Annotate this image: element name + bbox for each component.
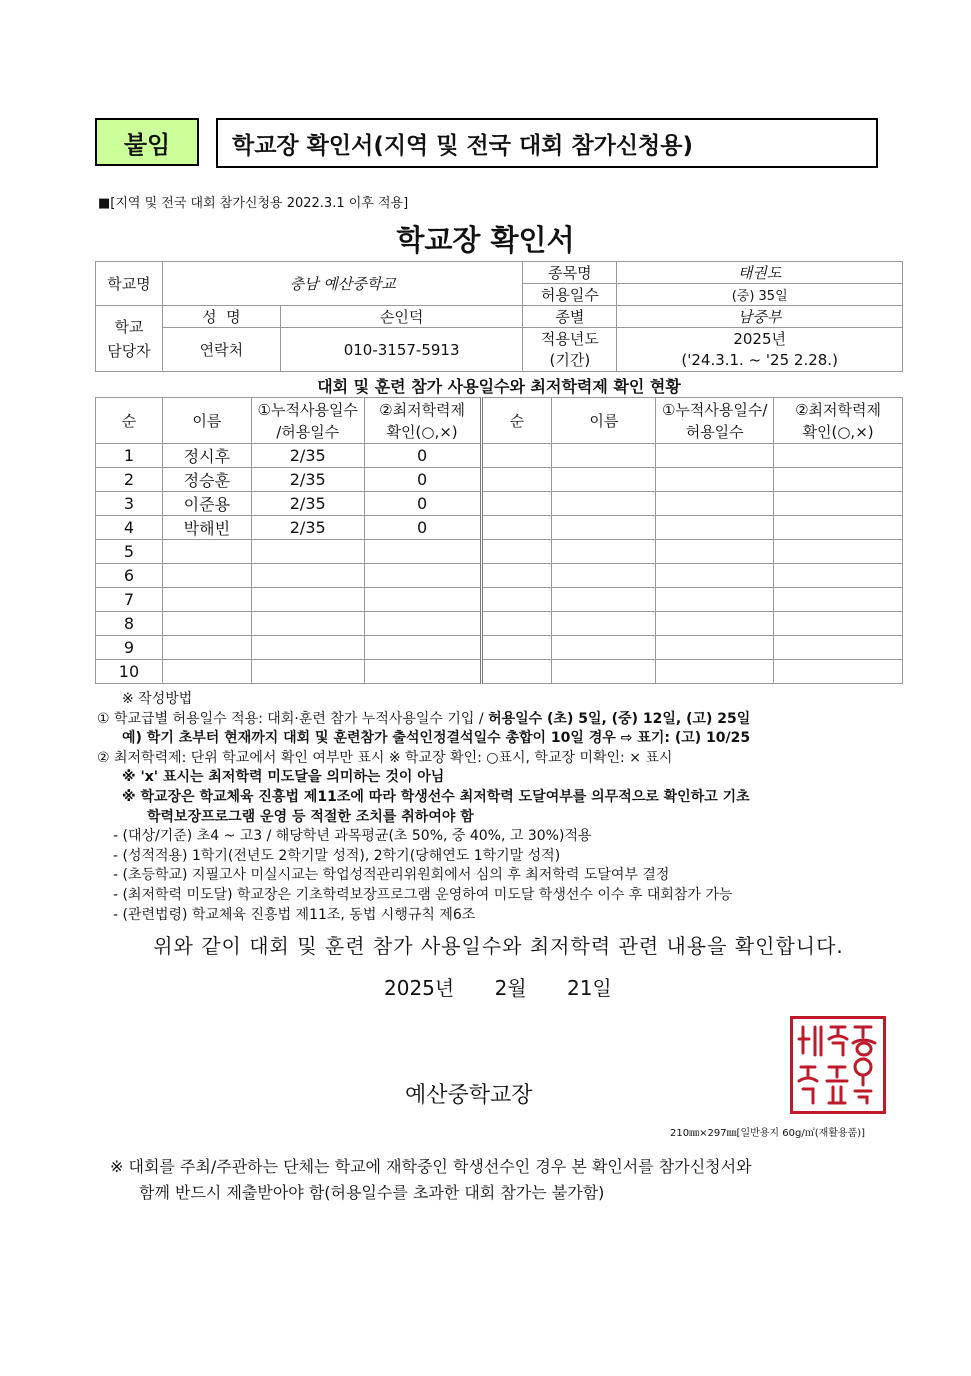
col-name-header: 이름 [162, 398, 251, 444]
row-grade-right [774, 516, 903, 540]
row-name: 이준용 [162, 492, 251, 516]
row-grade [364, 660, 481, 684]
row-no: 4 [96, 516, 163, 540]
applicability-note: ■[지역 및 전국 대회 참가신청용 2022.3.1 이후 적용] [98, 196, 409, 211]
row-no: 9 [96, 636, 163, 660]
row-no: 7 [96, 588, 163, 612]
row-no-right [481, 540, 552, 564]
col-days-header-right [656, 398, 774, 444]
row-grade-right [774, 564, 903, 588]
row-name: 정시후 [162, 444, 251, 468]
row-grade: 0 [364, 516, 481, 540]
row-name: 박해빈 [162, 516, 251, 540]
col-name-header-right: 이름 [552, 398, 656, 444]
row-name-right [552, 588, 656, 612]
col-days-header [251, 398, 364, 444]
row-days-right [656, 588, 774, 612]
date-year: 2025년 [384, 976, 455, 1000]
row-no-right [481, 636, 552, 660]
document-heading-box: 학교장 확인서(지역 및 전국 대회 참가신청용) [216, 118, 878, 168]
row-no: 6 [96, 564, 163, 588]
row-days: 2/35 [251, 516, 364, 540]
row-days [251, 588, 364, 612]
col-grade-line1: ②최저학력제 [379, 400, 466, 419]
row-days-right [656, 444, 774, 468]
contact-value: 010-3157-5913 [280, 328, 523, 372]
row-grade-right [774, 612, 903, 636]
detail-4: - (최저학력 미도달) 학교장은 기초학력보장프로그램 운영하여 미도달 학생선수 이수 후 대회참가 가능 [113, 886, 733, 903]
table-row [96, 516, 903, 540]
row-no-right [481, 516, 552, 540]
row-days-right [656, 492, 774, 516]
detail-3: - (초등학교) 지필고사 미실시교는 학업성적관리위원회에서 심의 후 최저학력 도달여부 결정 [113, 867, 670, 884]
name-label: 성 명 [162, 306, 280, 328]
principal-signature: 예산중학교장 [405, 1083, 533, 1108]
detail-1: - (대상/기준) 초4 ~ 고3 / 해당학년 과목평균(초 50%, 중 40%, 고 30%)적용 [113, 828, 592, 845]
instruction-3: ※ 'x' 표시는 최저학력 미도달을 의미하는 것이 아님 [122, 769, 445, 786]
table-row [96, 660, 903, 684]
row-days [251, 660, 364, 684]
col-grade-header [364, 398, 481, 444]
apply-year-label-line2: (기간) [549, 350, 591, 369]
row-no: 3 [96, 492, 163, 516]
row-grade-right [774, 444, 903, 468]
row-days [251, 636, 364, 660]
school-name-value: 충남 예산중학교 [162, 262, 523, 306]
row-name [162, 660, 251, 684]
staff-label-line1: 학교 [114, 317, 144, 336]
row-name-right [552, 660, 656, 684]
row-grade-right [774, 468, 903, 492]
row-name [162, 636, 251, 660]
info-table [95, 261, 903, 372]
row-days-right [656, 540, 774, 564]
instruction-2: ② 최저학력제: 단위 학교에서 확인 여부만 표시 ※ 학교장 확인: ○표시, 학교장 미확인: × 표시 [97, 749, 673, 766]
row-no: 10 [96, 660, 163, 684]
status-section-title: 대회 및 훈련 참가 사용일수와 최저학력제 확인 현황 [317, 377, 681, 396]
row-days-right [656, 564, 774, 588]
row-name [162, 540, 251, 564]
gender-label: 종별 [523, 306, 617, 328]
row-days-right [656, 612, 774, 636]
col-days-right-line2: 허용일수 [685, 422, 744, 441]
row-name [162, 564, 251, 588]
row-no-right [481, 444, 552, 468]
instruction-1-text: ① 학교급별 허용일수 적용: 대회·훈련 참가 누적사용일수 기입 / [97, 710, 489, 727]
instructions-heading: ※ 작성방법 [122, 691, 193, 707]
col-grade-line2: 확인(○,×) [386, 422, 458, 441]
col-grade-header-right [774, 398, 903, 444]
row-name [162, 588, 251, 612]
table-row [96, 468, 903, 492]
table-row [96, 564, 903, 588]
row-no-right [481, 588, 552, 612]
attachment-tag: 붙임 [95, 118, 199, 166]
gender-value: 남중부 [617, 306, 903, 328]
col-days-right-line1: ①누적사용일수/ [661, 400, 768, 419]
row-grade-right [774, 588, 903, 612]
instruction-4-cont: 학력보장프로그램 운영 등 적절한 조치를 취하여야 함 [147, 808, 474, 825]
page-title: 학교장 확인서 [396, 223, 575, 257]
contact-label: 연락처 [162, 328, 280, 372]
row-name-right [552, 564, 656, 588]
row-grade [364, 636, 481, 660]
name-value: 손인덕 [280, 306, 523, 328]
row-grade-right [774, 492, 903, 516]
date-day: 21일 [566, 976, 612, 1000]
col-no-header: 순 [96, 398, 163, 444]
staff-label-line2: 담당자 [107, 341, 151, 360]
row-name-right [552, 540, 656, 564]
school-seal-stamp [790, 1016, 886, 1114]
table-row [96, 588, 903, 612]
col-days-line1: ①누적사용일수 [257, 400, 358, 419]
apply-period: ('24.3.1. ~ '25 2.28.) [681, 350, 838, 369]
row-name-right [552, 468, 656, 492]
row-days-right [656, 660, 774, 684]
row-days: 2/35 [251, 492, 364, 516]
row-no-right [481, 564, 552, 588]
detail-2: - (성적적용) 1학기(전년도 2학기말 성적), 2학기(당해연도 1학기말 성적) [113, 847, 561, 864]
row-grade: 0 [364, 468, 481, 492]
table-row [96, 492, 903, 516]
signing-date [384, 972, 646, 1001]
table-row [96, 636, 903, 660]
row-no-right [481, 468, 552, 492]
detail-5: - (관련법령) 학교체육 진흥법 제11조, 동법 시행규칙 제6조 [113, 906, 476, 923]
apply-year-label [523, 328, 617, 372]
row-grade-right [774, 660, 903, 684]
row-days [251, 540, 364, 564]
row-name-right [552, 492, 656, 516]
row-days-right [656, 636, 774, 660]
row-name-right [552, 636, 656, 660]
submission-note-line2: 함께 반드시 제출받아야 함(허용일수를 초과한 대회 참가는 불가함) [139, 1183, 605, 1202]
table-row [96, 612, 903, 636]
row-name-right [552, 516, 656, 540]
table-row [96, 444, 903, 468]
row-days: 2/35 [251, 444, 364, 468]
date-month: 2월 [494, 976, 527, 1000]
instruction-1-example: 예) 학기 초부터 현재까지 대회 및 훈련참가 출석인정결석일수 총합이 10일 경우 ⇨ 표기: (고) 10/25 [122, 730, 751, 747]
allowed-days-label: 허용일수 [523, 284, 617, 306]
col-grade-right-line2: 확인(○,×) [802, 422, 874, 441]
col-no-header-right: 순 [481, 398, 552, 444]
instruction-1 [97, 710, 907, 730]
confirmation-statement: 위와 같이 대회 및 훈련 참가 사용일수와 최저학력 관련 내용을 확인합니다. [153, 934, 844, 958]
paper-spec: 210㎜×297㎜[일반용지 60g/㎡(재활용품)] [670, 1128, 866, 1139]
row-grade-right [774, 540, 903, 564]
row-grade [364, 540, 481, 564]
table-row [96, 540, 903, 564]
row-no: 2 [96, 468, 163, 492]
row-no-right [481, 660, 552, 684]
row-days-right [656, 516, 774, 540]
apply-year: 2025년 [733, 329, 786, 348]
row-days-right [656, 468, 774, 492]
apply-year-value [617, 328, 903, 372]
instruction-1-bold: 허용일수 (초) 5일, (중) 12일, (고) 25일 [488, 710, 751, 727]
row-grade: 0 [364, 492, 481, 516]
instruction-4: ※ 학교장은 학교체육 진흥법 제11조에 따라 학생선수 최저학력 도달여부를 의무적으로 확인하고 기초 [122, 788, 750, 805]
row-no: 5 [96, 540, 163, 564]
apply-year-label-line1: 적용년도 [540, 329, 599, 348]
event-label: 종목명 [523, 262, 617, 284]
submission-note-line1: ※ 대회를 주최/주관하는 단체는 학교에 재학중인 학생선수인 경우 본 확인서를 참가신청서와 [110, 1157, 752, 1176]
school-name-label: 학교명 [96, 262, 163, 306]
allowed-days-value: (중) 35일 [617, 284, 903, 306]
row-no-right [481, 492, 552, 516]
staff-label [96, 306, 163, 372]
col-days-line2: /허용일수 [276, 422, 340, 441]
row-days [251, 564, 364, 588]
row-grade: 0 [364, 444, 481, 468]
row-no: 1 [96, 444, 163, 468]
row-name-right [552, 444, 656, 468]
row-days [251, 612, 364, 636]
row-no: 8 [96, 612, 163, 636]
submission-note [110, 1154, 752, 1206]
row-days: 2/35 [251, 468, 364, 492]
col-grade-right-line1: ②최저학력제 [795, 400, 881, 419]
row-grade [364, 612, 481, 636]
row-grade-right [774, 636, 903, 660]
row-name-right [552, 612, 656, 636]
event-value: 태권도 [617, 262, 903, 284]
seal-glyphs-icon [793, 1019, 883, 1111]
row-name: 정승훈 [162, 468, 251, 492]
row-grade [364, 588, 481, 612]
row-no-right [481, 612, 552, 636]
status-table [95, 397, 903, 684]
instructions [97, 690, 907, 925]
row-grade [364, 564, 481, 588]
row-name [162, 612, 251, 636]
